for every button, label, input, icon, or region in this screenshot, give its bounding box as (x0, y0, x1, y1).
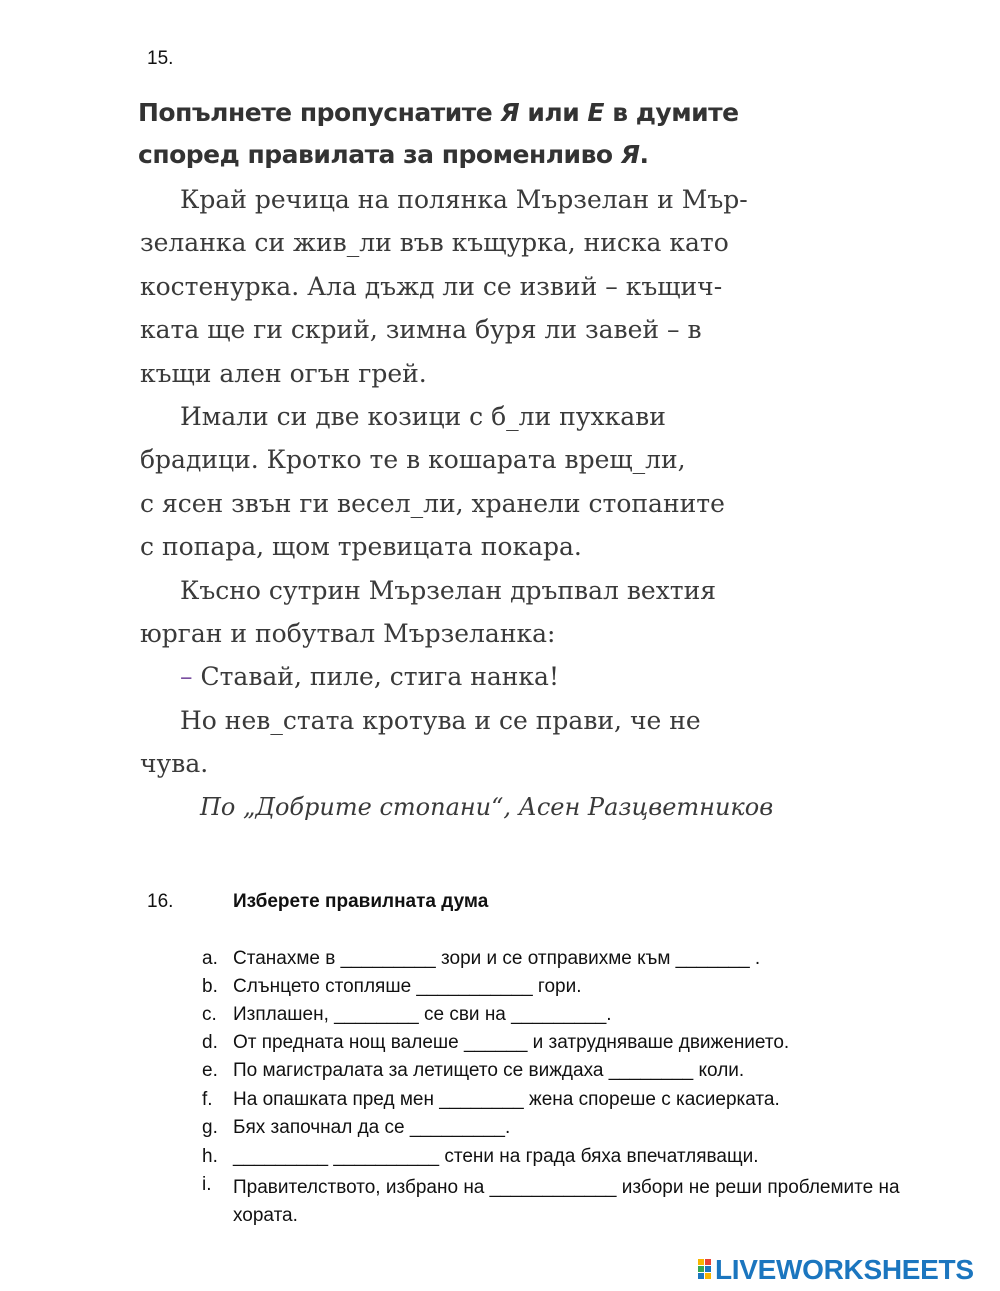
text-line: къщи ален огън грей. (140, 358, 427, 388)
task-15-title-line1 (138, 92, 838, 134)
title-text: в думите (604, 98, 739, 127)
item-letter: h. (202, 1146, 218, 1167)
item-text[interactable]: От предната нощ валеше ______ и затрудняваше движението. (233, 1032, 790, 1053)
item-letter: a. (202, 948, 218, 969)
title-letter-ya: Я (620, 140, 640, 169)
text-line: Край речица на полянка Мързелан и Мър- (180, 185, 748, 214)
dialogue-text: Ставай, пиле, стига нанка! (200, 662, 559, 692)
logo-text: LIVEWORKSHEETS (715, 1254, 974, 1285)
item-text[interactable]: Станахме в _________ зори и се отправихме към _______ . (233, 948, 761, 969)
title-text: или (519, 98, 588, 127)
liveworksheets-logo (698, 1254, 998, 1288)
item-letter: e. (202, 1060, 218, 1081)
item-letter: g. (202, 1117, 218, 1138)
task-15-title (138, 92, 838, 176)
task-15-title-line2 (138, 134, 838, 176)
item-letter: f. (202, 1089, 213, 1110)
task-15-number: 15. (147, 48, 174, 69)
task-16-list (202, 948, 922, 1238)
title-letter-e: Е (587, 98, 604, 127)
item-text[interactable]: Правителството, избрано на ____________ избори не реши проблемите на хората. (233, 1177, 900, 1226)
text-line: юрган и побутвал Мързеланка: (140, 619, 556, 649)
task-16-number: 16. (147, 891, 174, 912)
title-letter-ya: Я (500, 98, 520, 127)
title-text: . (639, 140, 649, 169)
text-line: с ясен звън ги весел_ли, хранели стопаните (140, 488, 725, 518)
item-letter: i. (202, 1174, 212, 1195)
text-line: костенурка. Ала дъжд ли се извий – къщич- (140, 271, 723, 301)
item-letter: d. (202, 1032, 218, 1053)
text-source: По „Добрите стопани“, Асен Разцветников (200, 793, 774, 821)
item-text[interactable]: По магистралата за летището се виждаха ________ коли. (233, 1060, 745, 1081)
task-16-title: Изберете правилната дума (233, 891, 489, 912)
title-text: Попълнете пропуснатите (138, 98, 501, 127)
text-line: Но нев_стата кротува и се прави, че не (180, 705, 701, 735)
text-line: ката ще ги скрий, зимна буря ли завей – в (140, 315, 702, 345)
text-line: с попара, щом тревицата покара. (140, 532, 582, 562)
text-line: чува. (140, 749, 209, 779)
text-line: Имали си две козици с б_ли пухкави (180, 402, 666, 432)
logo-mark-icon (698, 1259, 712, 1281)
task-15-text (140, 178, 840, 786)
dialogue-dash: – (180, 662, 193, 692)
text-line: Късно сутрин Мързелан дръпвал вехтия (180, 575, 717, 605)
item-text[interactable]: Бях започнал да се _________. (233, 1117, 511, 1138)
item-letter: b. (202, 976, 218, 997)
item-text[interactable]: Изплашен, ________ се сви на _________. (233, 1004, 612, 1025)
item-letter: c. (202, 1004, 217, 1025)
item-text[interactable]: На опашката пред мен ________ жена спореше с касиерката. (233, 1089, 780, 1110)
item-text[interactable]: Слънцето стопляше ___________ гори. (233, 976, 582, 997)
dialogue-line (140, 655, 840, 698)
item-text[interactable]: _________ __________ стени на града бяха впечатляващи. (233, 1146, 759, 1167)
title-text: според правилата за променливо (138, 140, 621, 169)
text-line: зеланка си жив_ли във къщурка, ниска като (140, 228, 729, 258)
text-line: брадици. Кротко те в кошарата врещ_ли, (140, 445, 686, 475)
